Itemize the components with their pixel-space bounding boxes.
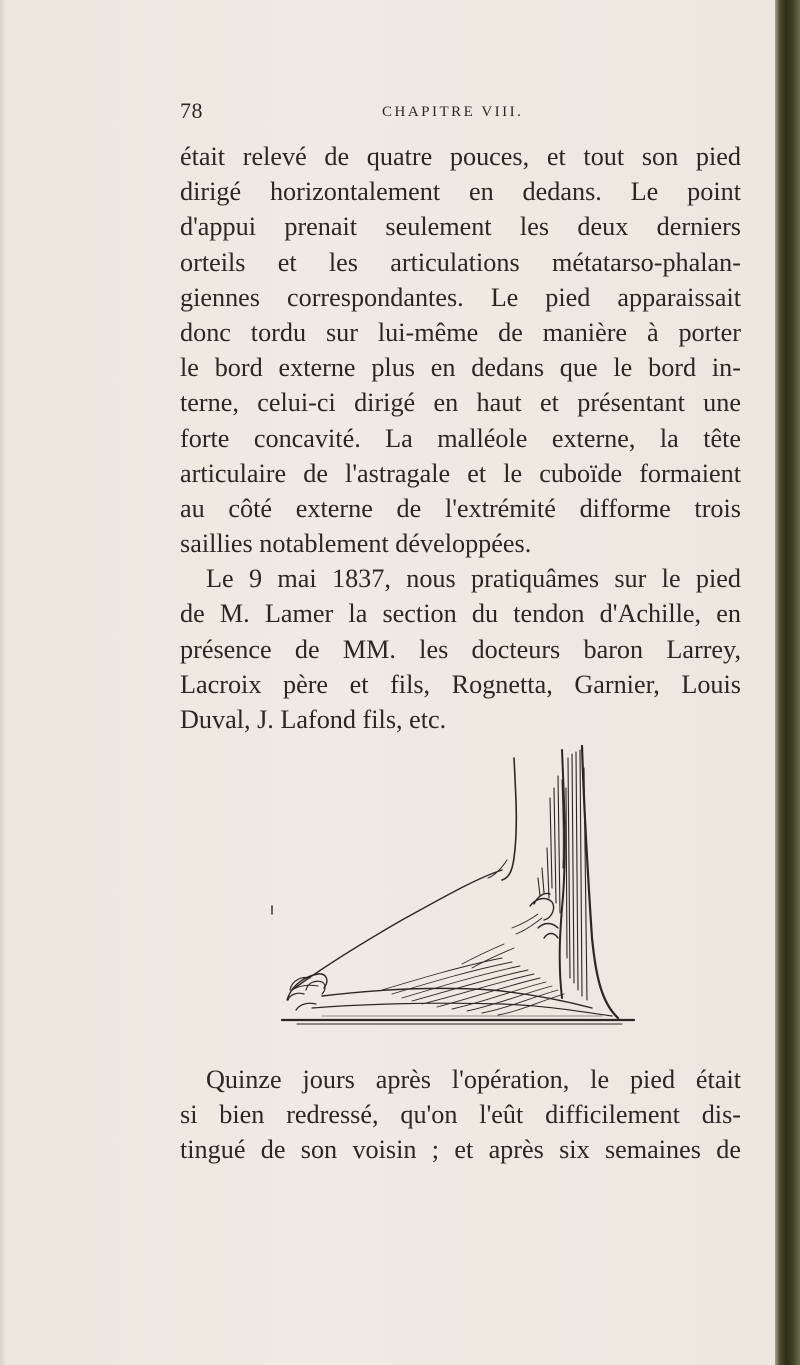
text-line: tingué de son voisin ; et après six semaines de bbox=[180, 1135, 741, 1165]
ankle-detail bbox=[530, 893, 558, 938]
text-line: forte concavité. La malléole externe, la tête bbox=[180, 423, 741, 453]
running-head: CHAPITRE VIII. bbox=[382, 104, 524, 120]
page-header bbox=[180, 98, 600, 128]
text-line: saillies notablement développées. bbox=[180, 529, 532, 559]
text-line: était relevé de quatre pouces, et tout son pied bbox=[180, 142, 741, 171]
body-text bbox=[180, 139, 741, 737]
text-line: présence de MM. les docteurs baron Larrey, bbox=[180, 634, 741, 664]
foot-shading bbox=[382, 914, 564, 1015]
text-line: articulaire de l'astragale et le cuboïde formaient bbox=[180, 458, 741, 488]
text-line: orteils et les articulations métatarso-phalan- bbox=[180, 247, 741, 277]
page-edge-shadow bbox=[0, 0, 6, 1365]
text-line: dirigé horizontalement en dedans. Le point bbox=[180, 177, 741, 207]
text-line: de M. Lamer la section du tendon d'Achille, en bbox=[180, 599, 741, 629]
text-line: d'appui prenait seulement les deux derniers bbox=[180, 212, 741, 242]
text-line: Duval, J. Lafond fils, etc. bbox=[180, 705, 447, 734]
toes bbox=[288, 978, 325, 1011]
text-line: Lacroix père et fils, Rognetta, Garnier, Louis bbox=[180, 669, 741, 699]
text-line: Quinze jours après l'opération, le pied était bbox=[206, 1065, 741, 1094]
text-line: au côté externe de l'extrémité difforme trois bbox=[180, 493, 741, 523]
text-line: le bord externe plus en dedans que le bord in- bbox=[180, 353, 741, 383]
text-line: Le 9 mai 1837, nous pratiquâmes sur le pied bbox=[206, 564, 741, 594]
body-text-continued bbox=[180, 1062, 741, 1168]
text-line: giennes correspondantes. Le pied apparaissait bbox=[180, 282, 741, 312]
leg-outline bbox=[488, 746, 618, 1018]
page-number: 78 bbox=[180, 98, 203, 123]
book-binding-edge bbox=[775, 0, 800, 1365]
text-line: donc tordu sur lui-même de manière à porter bbox=[180, 317, 741, 347]
text-line: terne, celui-ci dirigé en haut et présentant une bbox=[180, 388, 741, 418]
foot-engraving-figure bbox=[262, 728, 660, 1030]
text-line: si bien redressé, qu'on l'eût difficilement dis- bbox=[180, 1100, 741, 1130]
ground-line bbox=[282, 1016, 634, 1024]
